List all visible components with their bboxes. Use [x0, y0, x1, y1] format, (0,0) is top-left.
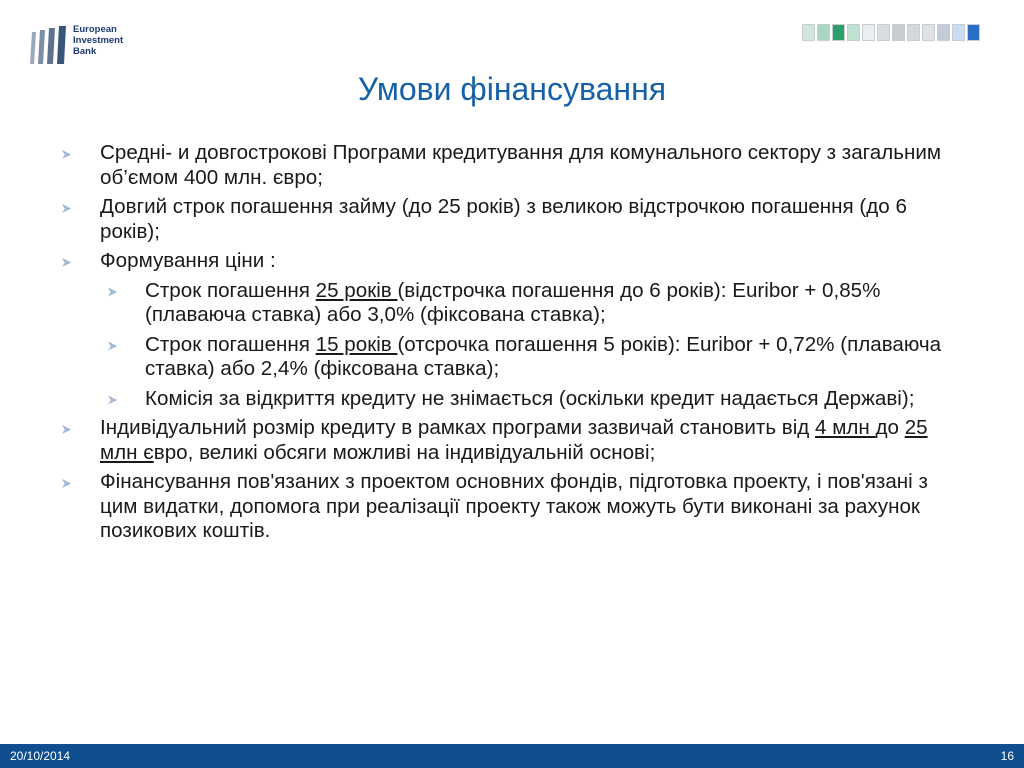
decorative-square: [832, 24, 845, 41]
bullet-text: Строк погашення: [145, 332, 316, 356]
decorative-square: [817, 24, 830, 41]
bullet-text: (отсрочка погашення 5 років): Euribor + 0,72% (плаваюча ставка) або 2,4% (фіксована ставка);: [145, 332, 942, 380]
bullet-text: Формування ціни :: [100, 249, 276, 272]
underlined-text: 15 років: [315, 332, 398, 356]
bullet-arrow-icon: [62, 479, 71, 488]
eib-logo: [30, 22, 130, 70]
bullet-text: Строк погашення: [145, 278, 316, 302]
logo-line: Investment: [73, 35, 124, 46]
decorative-square: [847, 24, 860, 41]
decorative-square: [937, 24, 950, 41]
bullet-text: вро, великі обсяги можливі на індивідуальній основі;: [153, 440, 656, 464]
logo-line: European: [73, 24, 117, 35]
decorative-square: [877, 24, 890, 41]
sub-bullet-item: [60, 279, 960, 328]
decorative-square: [922, 24, 935, 41]
bullet-arrow-icon: [62, 150, 71, 159]
decorative-square: [862, 24, 875, 41]
decorative-square: [892, 24, 905, 41]
sub-bullet-item: [60, 387, 960, 412]
footer-page-number: 16: [1000, 749, 1014, 763]
decorative-square: [907, 24, 920, 41]
eib-logo-mark-icon: [30, 26, 70, 66]
bullet-item: [60, 195, 960, 244]
footer-date: 20/10/2014: [10, 749, 71, 763]
bullet-text: (відстрочка погашення до 6 років): Euribor + 0,85% (плаваюча ставка) або 3,0% (фіксована ставка);: [145, 278, 881, 326]
bullet-text: до: [875, 416, 905, 439]
decorative-square: [802, 24, 815, 41]
bullet-list: [60, 141, 960, 549]
bullet-arrow-icon: [108, 396, 117, 405]
bullet-arrow-icon: [108, 342, 117, 351]
decorative-square: [967, 24, 980, 41]
bullet-item: [60, 141, 960, 190]
bullet-text: Комісія за відкриття кредиту не знімається (оскільки кредит надається Державі);: [145, 386, 915, 410]
underlined-text: 25 років: [315, 278, 398, 302]
sub-bullet-item: [60, 333, 960, 382]
slide-title: Умови фінансування: [357, 71, 667, 108]
bullet-item: [60, 470, 960, 544]
logo-line: Bank: [73, 46, 97, 57]
bullet-item: [60, 416, 960, 465]
underlined-text: 25 млн є: [100, 416, 928, 464]
bullet-text: Довгий строк погашення займу (до 25 років) з великою відстрочкою погашення (до 6 років);: [100, 195, 907, 243]
footer-bar: [0, 744, 1024, 768]
bullet-text: Фінансування пов'язаних з проектом основних фондів, підготовка проекту, і пов'язані з цим видатки, допомога при реалізації проекту також можуть бути виконані за рахунок позикових коштів.: [100, 470, 928, 542]
bullet-text: Індивідуальний розмір кредиту в рамках програми зазвичай становить від: [100, 416, 816, 439]
bullet-arrow-icon: [62, 258, 71, 267]
decorative-square: [952, 24, 965, 41]
bullet-item: [60, 249, 960, 274]
bullet-arrow-icon: [62, 204, 71, 213]
bullet-arrow-icon: [108, 288, 117, 297]
bullet-arrow-icon: [62, 425, 71, 434]
bullet-text: Средні- и довгострокові Програми кредитування для комунального сектору з загальним об’ємом 400 млн. євро;: [100, 141, 941, 189]
decorative-squares: [802, 24, 980, 41]
eib-logo-text: [73, 24, 123, 57]
underlined-text: 4 млн: [815, 416, 876, 439]
